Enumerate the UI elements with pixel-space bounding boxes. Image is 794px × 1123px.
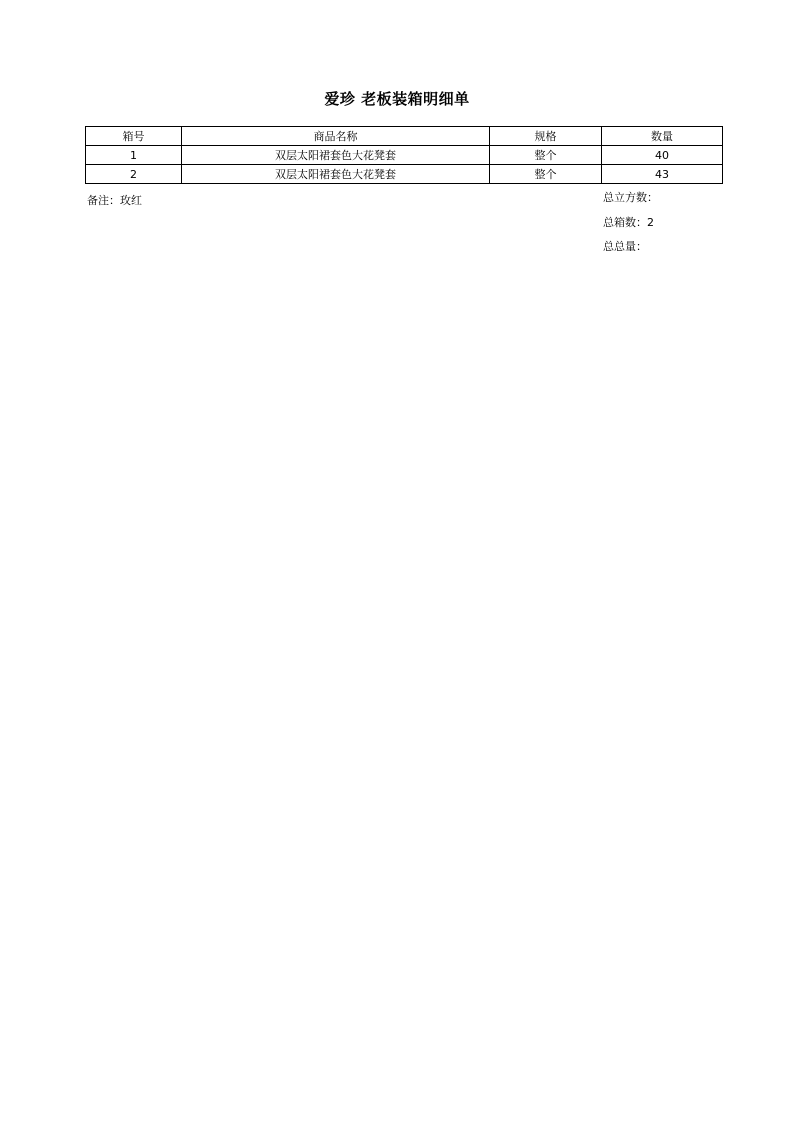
total-boxes-value: 2	[647, 216, 654, 229]
summary-total-boxes	[603, 214, 654, 230]
cell-product-name: 双层太阳裙套色大花凳套	[182, 165, 490, 184]
header-spec: 规格	[490, 127, 602, 146]
cell-product-name: 双层太阳裙套色大花凳套	[182, 146, 490, 165]
summary-total-volume	[603, 189, 658, 205]
header-box-no: 箱号	[86, 127, 182, 146]
cell-spec: 整个	[490, 165, 602, 184]
document-title: 爱珍 老板装箱明细单	[324, 90, 470, 108]
total-volume-label: 总立方数：	[603, 191, 658, 204]
table-row	[86, 146, 723, 165]
table-row	[86, 165, 723, 184]
cell-spec: 整个	[490, 146, 602, 165]
remark-label: 备注：	[87, 194, 120, 207]
table-header-row	[86, 127, 723, 146]
remark	[87, 192, 142, 208]
header-product-name: 商品名称	[182, 127, 490, 146]
header-quantity: 数量	[602, 127, 723, 146]
cell-quantity: 43	[602, 165, 723, 184]
summary-total-weight	[603, 238, 647, 254]
cell-box-no: 1	[86, 146, 182, 165]
total-boxes-label: 总箱数：	[603, 216, 647, 229]
cell-box-no: 2	[86, 165, 182, 184]
remark-value: 玫红	[120, 194, 142, 207]
packing-detail-table	[85, 126, 723, 184]
total-weight-label: 总总量：	[603, 240, 647, 253]
cell-quantity: 40	[602, 146, 723, 165]
